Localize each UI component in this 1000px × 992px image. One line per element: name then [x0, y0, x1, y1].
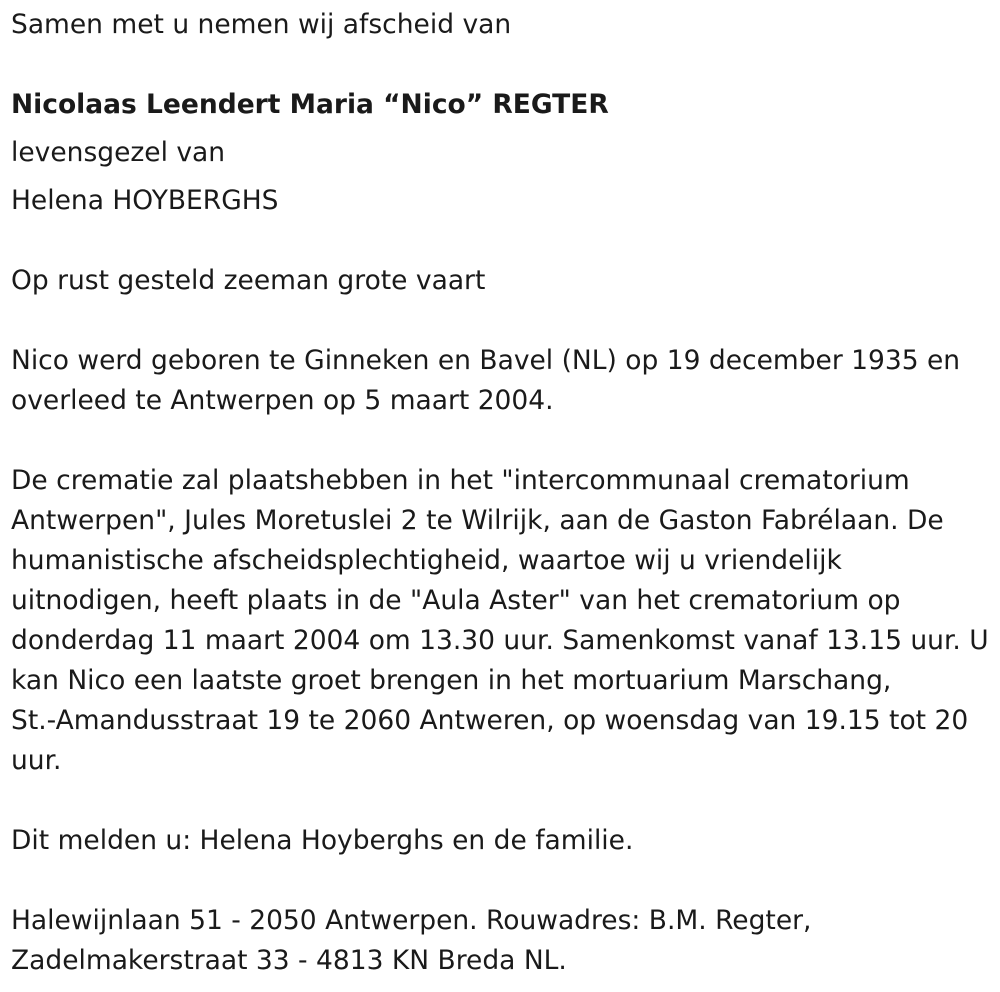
- ceremony-line-6: kan Nico een laatste groet brengen in het mortuarium Marschang,: [11, 665, 892, 696]
- ceremony-paragraph: [11, 461, 989, 781]
- ceremony-line-8: uur.: [11, 745, 62, 776]
- address-line-2: Zadelmakerstraat 33 - 4813 KN Breda NL.: [11, 945, 567, 976]
- ceremony-line-2: Antwerpen", Jules Moretuslei 2 te Wilrijk, aan de Gaston Fabrélaan. De: [11, 505, 944, 536]
- ceremony-line-7: St.-Amandusstraat 19 te 2060 Antweren, op woensdag van 19.15 tot 20: [11, 705, 969, 736]
- relation-text: levensgezel van: [11, 137, 226, 168]
- birth-line-2: overleed te Antwerpen op 5 maart 2004.: [11, 385, 554, 416]
- address-line-1: Halewijnlaan 51 - 2050 Antwerpen. Rouwadres: B.M. Regter,: [11, 905, 812, 936]
- announcers-text: Dit melden u: Helena Hoyberghs en de familie.: [11, 825, 634, 856]
- ceremony-line-3: humanistische afscheidsplechtigheid, waartoe wij u vriendelijk: [11, 545, 842, 576]
- occupation-text: Op rust gesteld zeeman grote vaart: [11, 265, 486, 296]
- ceremony-line-4: uitnodigen, heeft plaats in de "Aula Aster" van het crematorium op: [11, 585, 901, 616]
- address-paragraph: [11, 901, 811, 981]
- birth-line-1: Nico werd geboren te Ginneken en Bavel (NL) op 19 december 1935 en: [11, 345, 961, 376]
- deceased-name: Nicolaas Leendert Maria “Nico” REGTER: [11, 89, 609, 120]
- ceremony-line-5: donderdag 11 maart 2004 om 13.30 uur. Samenkomst vanaf 13.15 uur. U: [11, 625, 989, 656]
- partner-name: Helena HOYBERGHS: [11, 185, 279, 216]
- birth-death-paragraph: [11, 341, 960, 421]
- ceremony-line-1: De crematie zal plaatshebben in het "intercommunaal crematorium: [11, 465, 910, 496]
- intro-text: Samen met u nemen wij afscheid van: [11, 9, 512, 40]
